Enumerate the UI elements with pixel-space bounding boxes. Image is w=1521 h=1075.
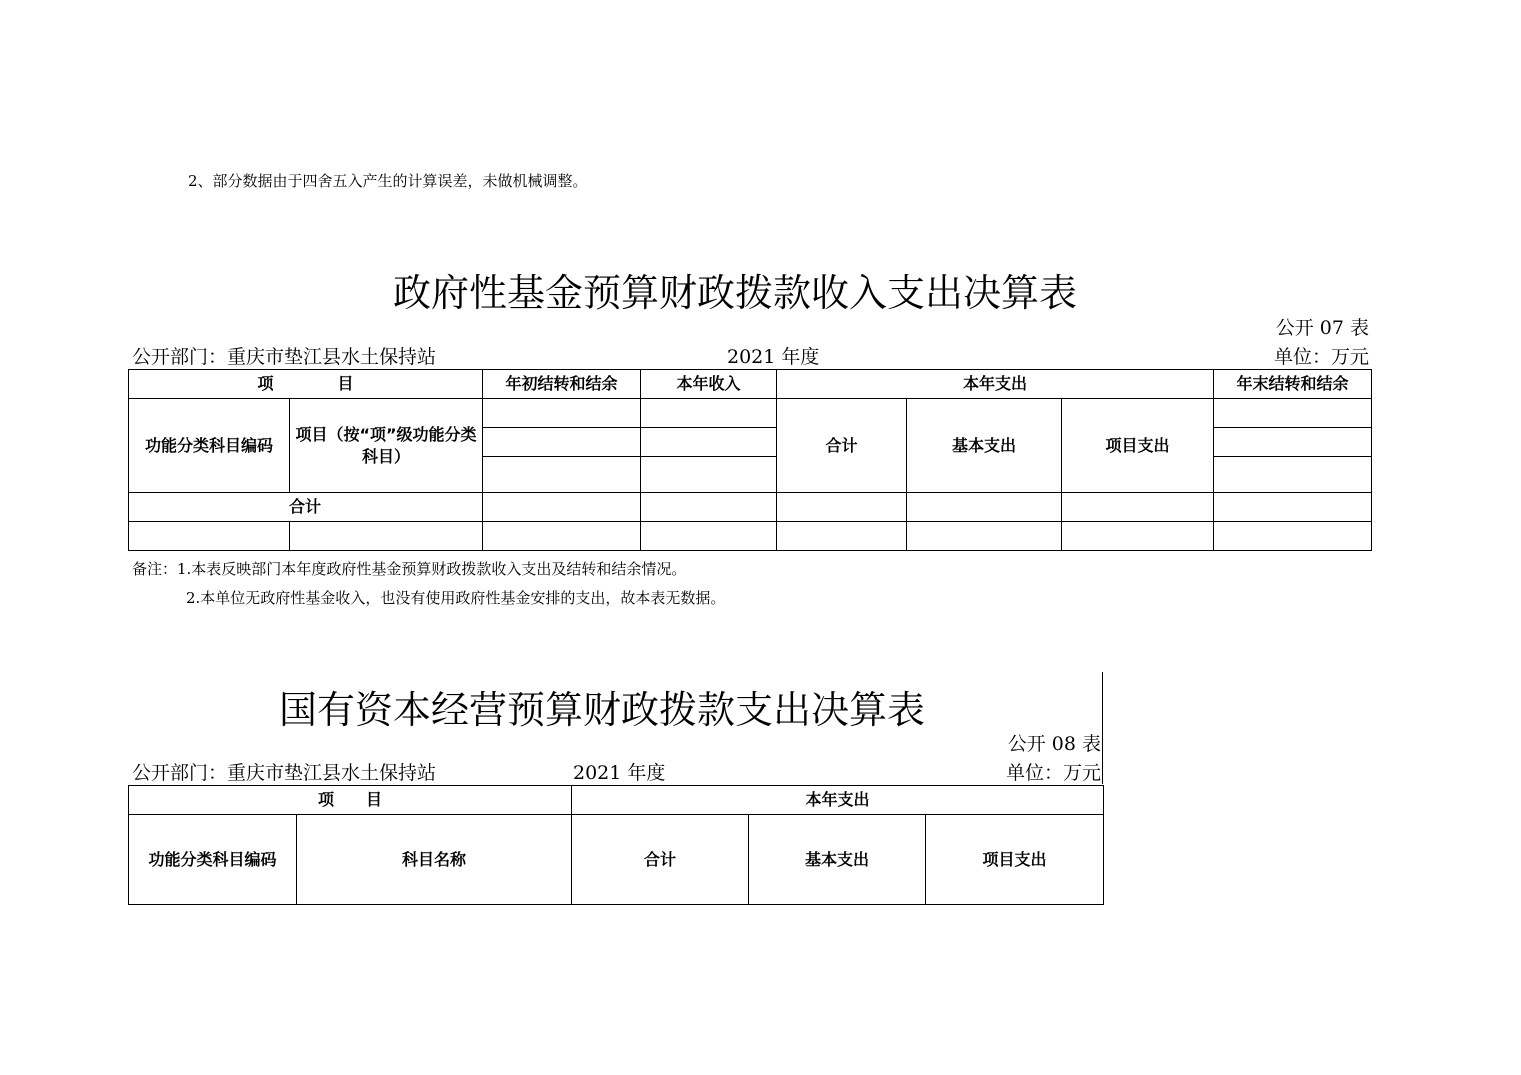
top-note: 2、部分数据由于四舍五入产生的计算误差，未做机械调整。 (188, 172, 588, 190)
table08-year: 2021 年度 (573, 762, 666, 784)
table08-department: 公开部门：重庆市垫江县水土保持站 (132, 762, 437, 784)
header-basic: 基本支出 (749, 815, 926, 905)
header-income: 本年收入 (641, 370, 777, 399)
cell (1214, 428, 1372, 457)
cell (1214, 399, 1372, 428)
header-code: 功能分类科目编码 (129, 815, 297, 905)
table07-unit: 单位：万元 (1273, 346, 1369, 368)
cell (483, 457, 641, 493)
cell (907, 493, 1062, 522)
header-expense: 本年支出 (572, 786, 1104, 815)
header-total: 合计 (777, 399, 907, 493)
cell (641, 399, 777, 428)
table07-department: 公开部门：重庆市垫江县水土保持站 (132, 346, 437, 368)
cell (1214, 493, 1372, 522)
cell (1062, 522, 1214, 551)
header-item: 项 目 (129, 786, 572, 815)
cell (641, 522, 777, 551)
header-project: 项目支出 (926, 815, 1104, 905)
header-subject: 项目（按“项”级功能分类科目） (290, 399, 483, 493)
table08-unit: 单位：万元 (1005, 762, 1101, 784)
table08 (128, 785, 1104, 905)
table07-remark-1: 备注：1.本表反映部门本年度政府性基金预算财政拨款收入支出及结转和结余情况。 (132, 560, 687, 578)
cell (777, 493, 907, 522)
cell (483, 399, 641, 428)
cell (483, 493, 641, 522)
header-total: 合计 (572, 815, 749, 905)
header-end-balance: 年末结转和结余 (1214, 370, 1372, 399)
table08-number: 公开 08 表 (1007, 733, 1101, 755)
table08-title: 国有资本经营预算财政拨款支出决算表 (279, 688, 926, 732)
cell (1214, 522, 1372, 551)
cell (1214, 457, 1372, 493)
header-expense: 本年支出 (777, 370, 1214, 399)
table07-year: 2021 年度 (727, 346, 820, 368)
header-begin-balance: 年初结转和结余 (483, 370, 641, 399)
header-item: 项 目 (129, 370, 483, 399)
table07-remark-2: 2.本单位无政府性基金收入，也没有使用政府性基金安排的支出，故本表无数据。 (186, 589, 726, 607)
table07 (128, 369, 1372, 551)
cell (483, 428, 641, 457)
page-divider-line (1102, 672, 1103, 784)
cell (483, 522, 641, 551)
total-row-label: 合计 (129, 493, 483, 522)
cell (1062, 493, 1214, 522)
header-code: 功能分类科目编码 (129, 399, 290, 493)
header-basic: 基本支出 (907, 399, 1062, 493)
table07-title: 政府性基金预算财政拨款收入支出决算表 (393, 271, 1078, 315)
cell (641, 457, 777, 493)
header-subject-name: 科目名称 (297, 815, 572, 905)
cell (641, 493, 777, 522)
cell (777, 522, 907, 551)
cell (290, 522, 483, 551)
table07-number: 公开 07 表 (1275, 317, 1369, 339)
cell (129, 522, 290, 551)
header-project: 项目支出 (1062, 399, 1214, 493)
cell (907, 522, 1062, 551)
cell (641, 428, 777, 457)
